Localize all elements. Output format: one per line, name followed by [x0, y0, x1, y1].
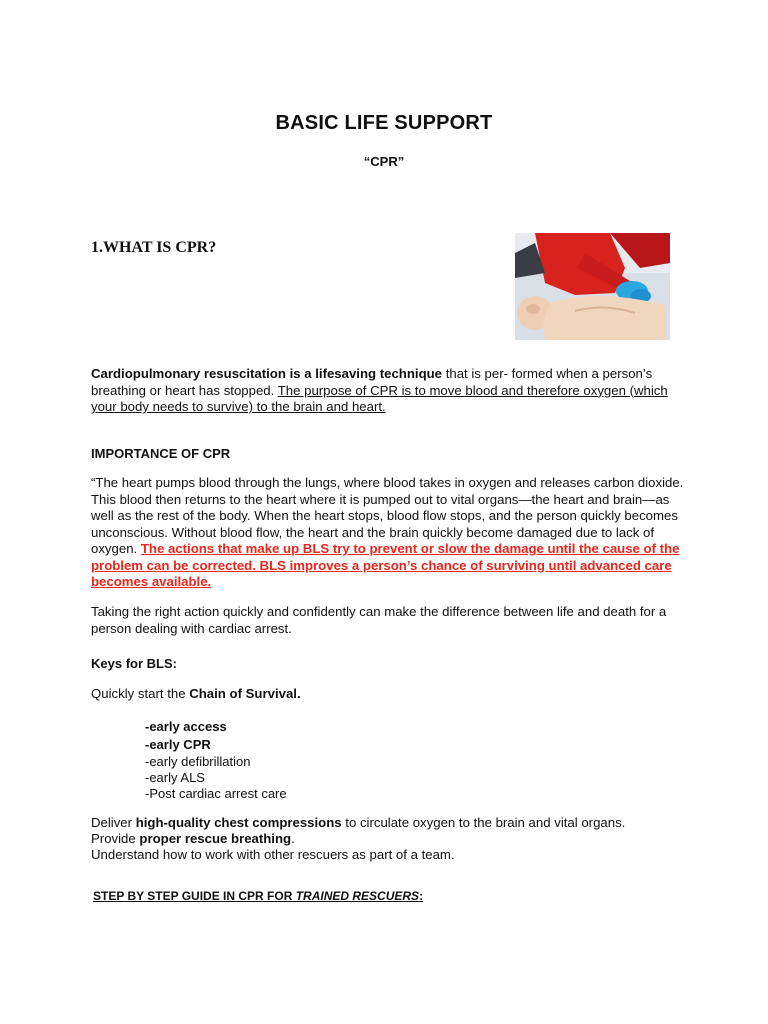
provide-bold: proper rescue breathing — [139, 831, 292, 846]
deliver-line — [91, 815, 691, 832]
chain-line — [91, 686, 691, 703]
chain-prefix: Quickly start the — [91, 686, 190, 701]
cpr-photo-illustration — [515, 233, 670, 340]
importance-paragraph — [91, 475, 691, 591]
chain-bold: Chain of Survival. — [189, 686, 301, 701]
section-heading: 1.WHAT IS CPR? — [91, 239, 217, 256]
intro-underlined: The purpose of CPR is to move blood and therefore oxygen (which your body needs to survive) to the brain and heart. — [91, 382, 668, 414]
list-item: -early defibrillation — [145, 754, 251, 769]
deliver-bold: high-quality chest compressions — [135, 815, 342, 830]
step-prefix: STEP BY STEP GUIDE IN CPR FOR — [93, 889, 296, 903]
importance-highlight: The actions that make up BLS try to prevent or slow the damage until the cause of the problem can be corrected. BLS improves a person’s chance of surviving until advanced care becomes available. — [91, 541, 680, 589]
cpr-training-photo — [515, 233, 670, 340]
importance-plain: “The heart pumps blood through the lungs, where blood takes in oxygen and releases carbon dioxide. This blood then returns to the heart where it is pumped out to vital organs—the heart and brain—as well as the rest of the body. When the heart stops, blood flow stops, and the person quickly becomes unconscious. Without blood flow, the heart and the brain quickly become damaged due to lack of oxygen. — [91, 475, 684, 556]
list-item: -early ALS — [145, 770, 205, 785]
page-title: BASIC LIFE SUPPORT — [275, 112, 493, 134]
deliver-prefix: Deliver — [91, 815, 136, 830]
list-item: -early CPR — [145, 737, 211, 752]
intro-bold-lead: Cardiopulmonary resuscitation is a lifesaving technique — [91, 366, 443, 381]
intro-paragraph — [91, 366, 691, 416]
provide-prefix: Provide — [91, 831, 140, 846]
list-item: -early access — [145, 719, 227, 734]
team-line: Understand how to work with other rescuers as part of a team. — [91, 847, 455, 862]
action-paragraph: Taking the right action quickly and confidently can make the difference between life and death for a person dealing with cardiac arrest. — [91, 604, 667, 636]
chain-list — [145, 718, 287, 802]
provide-suffix: . — [291, 831, 295, 846]
deliver-suffix: to circulate oxygen to the brain and vital organs. — [341, 815, 626, 830]
step-italic: TRAINED RESCUERS — [295, 889, 420, 903]
keys-heading: Keys for BLS: — [91, 656, 177, 671]
intro-plain: that is per- formed when a person’s breathing or heart has stopped. — [91, 366, 653, 398]
importance-heading: IMPORTANCE OF CPR — [91, 446, 231, 461]
page-subtitle: “CPR” — [363, 154, 405, 169]
provide-line — [91, 831, 691, 848]
step-guide-heading — [93, 889, 423, 903]
list-item: -Post cardiac arrest care — [145, 786, 287, 801]
step-suffix: : — [419, 889, 424, 903]
